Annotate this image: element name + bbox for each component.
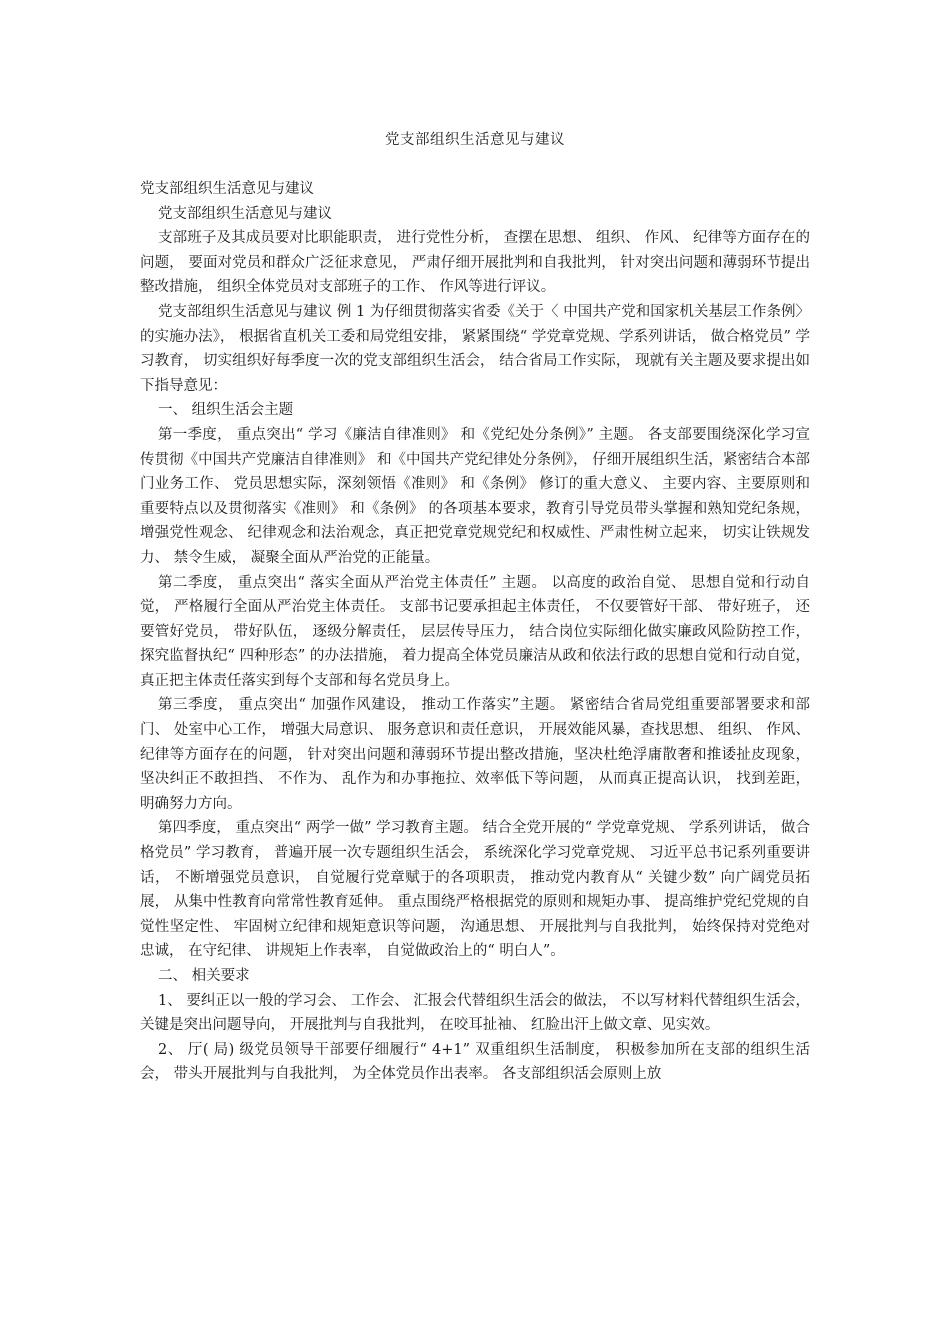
body-subheading: 党支部组织生活意见与建议	[158, 205, 332, 222]
paragraph-example: 党支部组织生活意见与建议 例 1 为仔细贯彻落实省委《关于〈 中国共产党和国家机关基层工作条例〉 的实施办法》， 根据省直机关工委和局党组安排， 紧紧围绕“ 学党章党规、学系列讲话， 做合格党员” 学习教育， 切实组织好每季度一次的党支部组织生活会， 结合省局工作实际， 现就有关主题及要求提出如下指导意见：	[140, 303, 810, 394]
body-heading: 党支部组织生活意见与建议	[140, 181, 314, 197]
section-heading-1: 一、 组织生活会主题	[158, 402, 294, 419]
section-heading-2: 二、 相关要求	[158, 968, 250, 984]
document-title: 党支部组织生活意见与建议	[385, 132, 565, 148]
paragraph-intro: 支部班子及其成员要对比职能职责， 进行党性分析， 查摆在思想、 组织、 作风、 纪律等方面存在的问题， 要面对党员和群众广泛征求意见， 严肃仔细开展批判和自我批判， 针对突出问题和薄弱环节提出整改措施， 组织全体党员对支部班子的工作、 作风等进行评议。	[140, 230, 810, 296]
paragraph-q4: 第四季度， 重点突出“ 两学一做” 学习教育主题。 结合全党开展的“ 学党章党规、 学系列讲话， 做合格党员” 学习教育， 普遍开展一次专题组织生活会， 系统深化学习党章党规、 习近平总书记系列重要讲话， 不断增强党员意识， 自觉履行党章赋于的各项职责， 推动党内教育从“ 关键少数” 向广阔党员拓展， 从集中性教育向常常性教育延伸。 重点围绕严格根据党的原则和规矩办事、 提高维护党纪党规的自觉性坚定性、 牢固树立纪律和规矩意识等问题， 沟通思想、 开展批判与自我批判， 始终保持对党绝对忠诚， 在守纪律、 讲规矩上作表率， 自觉做政治上的“ 明白人”。	[140, 820, 810, 960]
paragraph-q1: 第一季度， 重点突出“ 学习《廉洁自律准则》 和《党纪处分条例》” 主题。 各支部要围绕深化学习宣传贯彻《中国共产党廉洁自律准则》 和《中国共产党纪律处分条例》， 仔细开展组织生活，紧密结合本部门业务工作、 党员思想实际，深刻领悟《准则》 和《条例》 修订的重大意义、 主要内容、主要原则和重要特点以及贯彻落实《准则》 和《条例》 的各项基本要求，教育引导党员带头掌握和熟知党纪条规， 增强党性观念、 纪律观念和法治观念，真正把党章党规党纪和权威性、严肃性树立起来， 切实让铁规发力、 禁令生威， 凝聚全面从严治党的正能量。	[140, 426, 810, 566]
requirement-item-1: 1、 要纠正以一般的学习会、 工作会、 汇报会代替组织生活会的做法， 不以写材料代替组织生活会， 关键是突出问题导向， 开展批判与自我批判， 在咬耳扯袖、 红脸出汗上做文章、见实效。	[140, 992, 810, 1034]
paragraph-q2: 第二季度， 重点突出“ 落实全面从严治党主体责任” 主题。 以高度的政治自觉、 思想自觉和行动自觉， 严格履行全面从严治党主体责任。 支部书记要承担起主体责任， 不仅要管好干部、 带好班子， 还要管好党员， 带好队伍， 逐级分解责任， 层层传导压力， 结合岗位实际细化做实廉政风险防控工作， 探究监督执纪“ 四种形态” 的办法措施， 着力提高全体党员廉洁从政和依法行政的思想自觉和行动自觉， 真正把主体责任落实到每个支部和每名党员身上。	[140, 574, 810, 689]
paragraph-q3: 第三季度， 重点突出“ 加强作风建设， 推动工作落实”主题。 紧密结合省局党组重要部署要求和部门、 处室中心工作， 增强大局意识、 服务意识和责任意识， 开展效能风暴，查找思想、 组织、 作风、 纪律等方面存在的问题， 针对突出问题和薄弱环节提出整改措施，坚决杜绝浮庸散奢和推诿扯皮现象， 坚决纠正不敢担挡、 不作为、 乱作为和办事拖拉、效率低下等问题， 从而真正提高认识， 找到差距， 明确努力方向。	[140, 697, 810, 812]
document-body	[140, 177, 810, 1087]
requirement-item-2: 2、 厅( 局) 级党员领导干部要仔细履行“ 4+1” 双重组织生活制度， 积极参加所在支部的组织生活会， 带头开展批判与自我批判， 为全体党员作出表率。 各支部组织活会原则上放	[140, 1041, 810, 1083]
